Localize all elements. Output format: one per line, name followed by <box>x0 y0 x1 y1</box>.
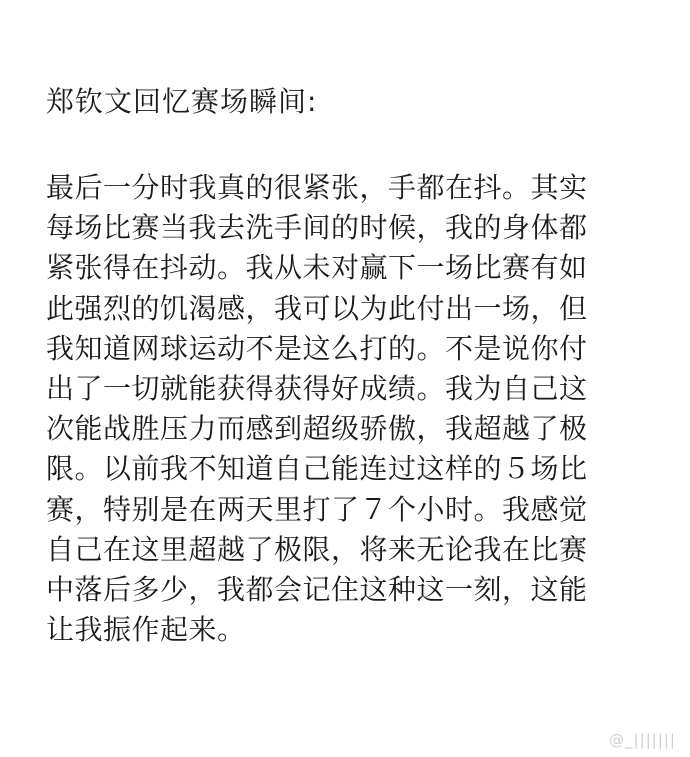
paragraph-line: 次能战胜压力而感到超级骄傲，我超越了极 <box>46 412 588 446</box>
paragraph-line: 中落后多少，我都会记住这种这一刻，这能 <box>46 573 588 607</box>
paragraph-line: 出了一切就能获得获得好成绩。我为自己这 <box>46 372 588 406</box>
paragraph-line: 每场比赛当我去洗手间的时候，我的身体都 <box>46 211 588 245</box>
note-content <box>46 82 656 650</box>
paragraph-line: 我知道网球运动不是这么打的。不是说你付 <box>46 331 588 365</box>
note-heading: 郑钦文回忆赛场瞬间: <box>46 85 318 118</box>
paragraph-line: 限。以前我不知道自己能连过这样的５场比 <box>46 452 588 486</box>
paragraph-line: 此强烈的饥渴感，我可以为此付出一场，但 <box>46 291 588 325</box>
watermark: @_||||||| <box>609 731 676 749</box>
paragraph-line: 赛，特别是在两天里打了７个小时。我感觉 <box>46 492 588 526</box>
paragraph-line: 让我振作起来。 <box>46 613 246 647</box>
paragraph-line: 紧张得在抖动。我从未对赢下一场比赛有如 <box>46 251 588 285</box>
paragraph-line: 最后一分时我真的很紧张，手都在抖。其实 <box>46 171 588 204</box>
paragraph-line: 自己在这里超越了极限，将来无论我在比赛 <box>46 532 588 566</box>
note-paragraph <box>46 168 656 650</box>
